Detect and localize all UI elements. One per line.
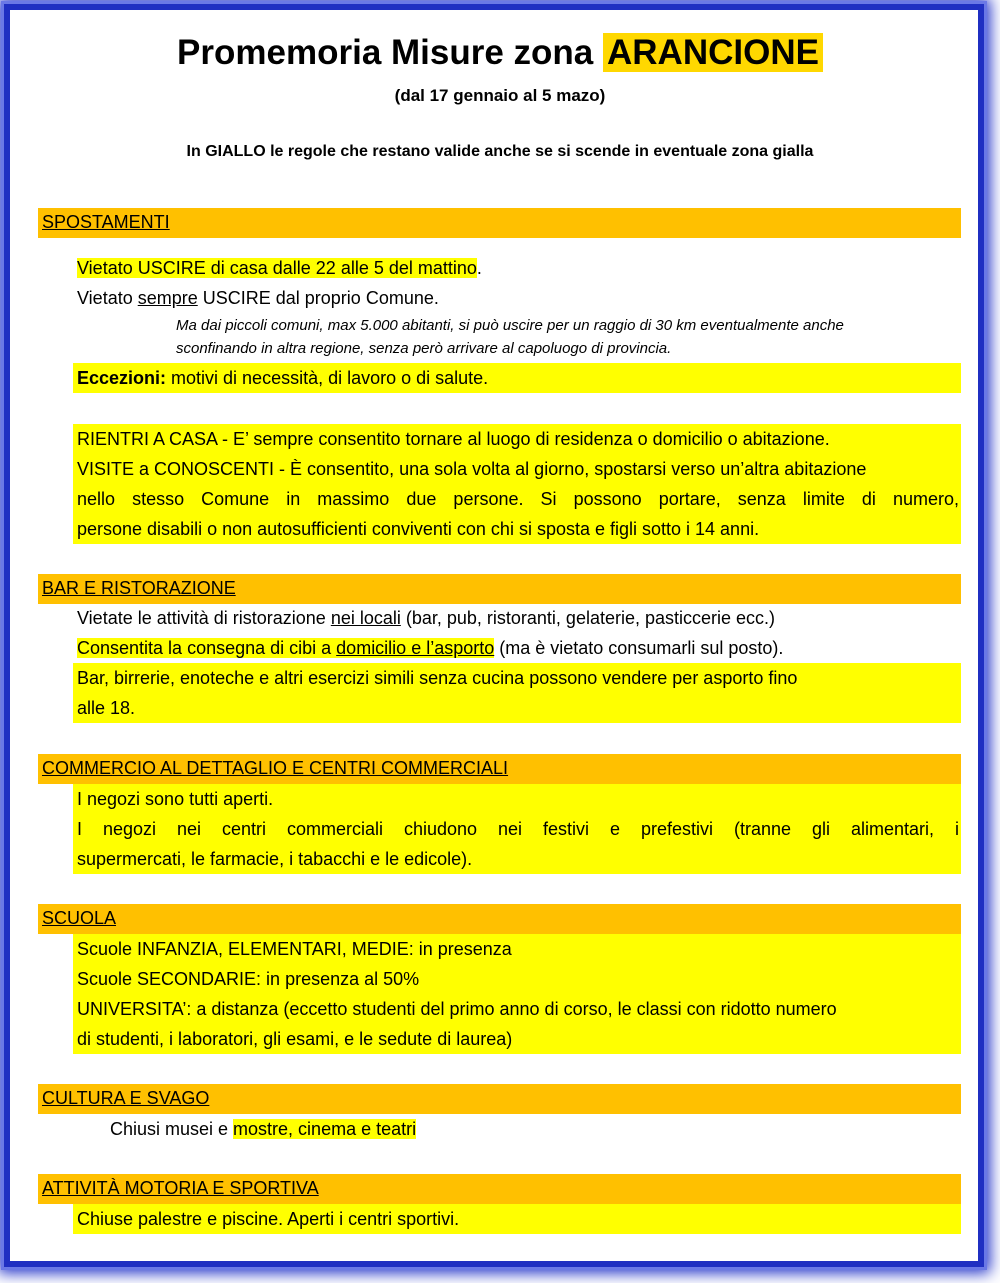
section-heading-commercio: COMMERCIO AL DETTAGLIO E CENTRI COMMERCIALI xyxy=(38,754,961,784)
page-subtitle: (dal 17 gennaio al 5 mazo) xyxy=(394,86,606,105)
rule-rientri: RIENTRI A CASA - E’ sempre consentito tornare al luogo di residenza o domicilio o abitazione. xyxy=(77,429,830,449)
rule-eccezioni: Eccezioni: motivi di necessità, di lavoro o di salute. xyxy=(77,368,489,388)
section-heading-scuola: SCUOLA xyxy=(38,904,961,934)
section-heading-cultura: CULTURA E SVAGO xyxy=(38,1084,961,1114)
rule-palestre: Chiuse palestre e piscine. Aperti i centri sportivi. xyxy=(77,1209,460,1229)
section-heading-sport: ATTIVITÀ MOTORIA E SPORTIVA xyxy=(38,1174,961,1204)
rule-centri-commerciali-2: supermercati, le farmacie, i tabacchi e le edicole). xyxy=(77,849,473,869)
rule-visite-2: nello stesso Comune in massimo due persone. Si possono portare, senza limite di numero, xyxy=(77,489,959,509)
rule-asporto: Consentita la consegna di cibi a domicilio e l’asporto (ma è vietato consumarli sul posto). xyxy=(77,638,784,658)
rule-bar-1: Bar, birrerie, enoteche e altri esercizi simili senza cucina possono vendere per asporto fino xyxy=(77,668,798,688)
note-piccoli-comuni-1: Ma dai piccoli comuni, max 5.000 abitanti, si può uscire per un raggio di 30 km eventualmente anche xyxy=(176,317,844,334)
rule-visite-1: VISITE a CONOSCENTI - È consentito, una sola volta al giorno, spostarsi verso un’altra abitazione xyxy=(77,459,867,479)
rule-scuole-infanzia: Scuole INFANZIA, ELEMENTARI, MEDIE: in presenza xyxy=(77,939,512,959)
legend-note: In GIALLO le regole che restano valide anche se si scende in eventuale zona gialla xyxy=(186,143,814,160)
rule-bar-2: alle 18. xyxy=(77,698,136,718)
section-heading-bar: BAR E RISTORAZIONE xyxy=(38,574,961,604)
note-piccoli-comuni-2: sconfinando in altra regione, senza però arrivare al capoluogo di provincia. xyxy=(176,340,672,357)
rule-centri-commerciali-1: I negozi nei centri commerciali chiudono nei festivi e prefestivi (tranne gli alimentari, i xyxy=(77,819,959,839)
rule-universita-1: UNIVERSITA’: a distanza (eccetto studenti del primo anno di corso, le classi con ridotto numero xyxy=(77,999,837,1019)
title-highlight: ARANCIONE xyxy=(603,33,823,72)
rule-universita-2: di studenti, i laboratori, gli esami, e le sedute di laurea) xyxy=(77,1029,513,1049)
rule-coprifuoco: Vietato USCIRE di casa dalle 22 alle 5 del mattino. xyxy=(77,258,482,278)
rule-visite-3: persone disabili o non autosufficienti conviventi con chi si sposta e figli sotto i 14 anni. xyxy=(77,519,760,539)
section-heading-spostamenti: SPOSTAMENTI xyxy=(38,208,961,238)
rule-comune: Vietato sempre USCIRE dal proprio Comune. xyxy=(77,288,439,308)
rule-musei: Chiusi musei e mostre, cinema e teatri xyxy=(110,1119,417,1139)
rule-scuole-secondarie: Scuole SECONDARIE: in presenza al 50% xyxy=(77,969,420,989)
page-title: Promemoria Misure zona ARANCIONE xyxy=(0,28,1000,78)
rule-ristorazione: Vietate le attività di ristorazione nei locali (bar, pub, ristoranti, gelaterie, pasticcerie ecc.) xyxy=(77,608,776,628)
rule-negozi-aperti: I negozi sono tutti aperti. xyxy=(77,789,274,809)
